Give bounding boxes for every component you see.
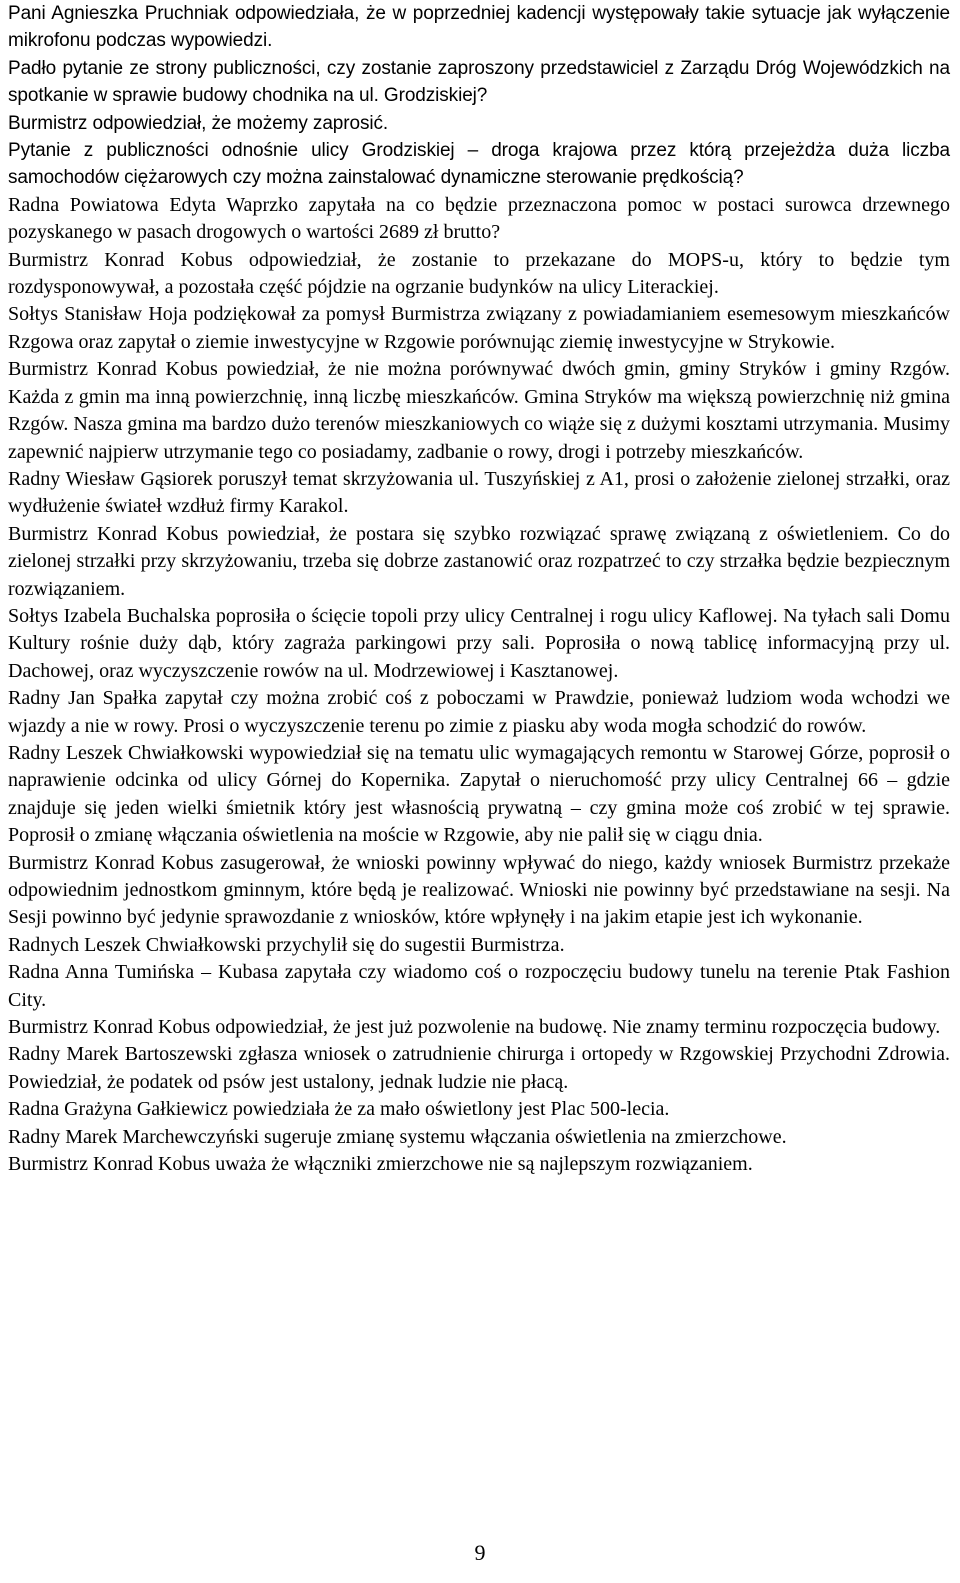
document-page (8, 0, 950, 1178)
paragraph: Burmistrz odpowiedział, że możemy zaprosić. (8, 112, 389, 134)
paragraph: Burmistrz Konrad Kobus uważa że włączniki zmierzchowe nie są najlepszym rozwiązaniem. (8, 1153, 753, 1176)
paragraph: Radny Marek Marchewczyński sugeruje zmianę systemu włączania oświetlenia na zmierzchowe. (8, 1125, 787, 1148)
paragraph: Radna Powiatowa Edyta Waprzko zapytała na co będzie przeznaczona pomoc w postaci surowca drzewnego pozyskanego w pasach drogowych o wartości 2689 zł brutto? (8, 193, 950, 244)
paragraph: Pytanie z publiczności odnośnie ulicy Grodziskiej – droga krajowa przez którą przejeżdża duża liczba samochodów ciężarowych czy można zainstalować dynamiczne sterowanie prędkością? (8, 140, 950, 189)
paragraph: Radna Grażyna Gałkiewicz powiedziała że za mało oświetlony jest Plac 500-lecia. (8, 1098, 670, 1121)
paragraph: Sołtys Izabela Buchalska poprosiła o ścięcie topoli przy ulicy Centralnej i rogu ulicy Kaflowej. Na tyłach sali Domu Kultury rośnie duży dąb, który zagraża parkingowi przy sali. Poprosiła o nową tablicę informacyjną przy ul. Dachowej, oraz wyczyszczenie rowów na ul. Modrzewiowej i Kasztanowej. (8, 604, 950, 682)
page-number: 9 (474, 1540, 486, 1565)
paragraph: Radnych Leszek Chwiałkowski przychylił się do sugestii Burmistrza. (8, 933, 565, 956)
paragraph: Pani Agnieszka Pruchniak odpowiedziała, że w poprzedniej kadencji występowały takie sytuacje jak wyłączenie mikrofonu podczas wypowiedzi. (8, 3, 950, 52)
paragraph: Radny Marek Bartoszewski zgłasza wniosek o zatrudnienie chirurga i ortopedy w Rzgowskiej Przychodni Zdrowia. Powiedział, że podatek od psów jest ustalony, jednak ludzie nie płacą. (8, 1043, 950, 1093)
paragraph: Radny Leszek Chwiałkowski wypowiedział się na tematu ulic wymagających remontu w Starowej Górze, poprosił o naprawienie odcinka od ulicy Górnej do Kopernika. Zapytał o nieruchomość przy ulicy Centralnej 66 – gdzie znajduje się jeden wielki śmietnik który jest własnością prywatną – czy gmina może coś zrobić w tej sprawie. Poprosił o zmianę włączania oświetlenia na moście w Rzgowie, aby nie palił się w ciągu dnia. (8, 741, 950, 847)
paragraph: Sołtys Stanisław Hoja podziękował za pomysł Burmistrza związany z powiadamianiem esemesowym mieszkańców Rzgowa oraz zapytał o ziemie inwestycyjne w Rzgowie porównując ziemię inwestycyjne w Strykowie. (8, 303, 950, 353)
paragraph: Burmistrz Konrad Kobus zasugerował, że wnioski powinny wpływać do niego, każdy wniosek Burmistrz przekaże odpowiednim jednostkom gminnym, które będą je realizować. Wnioski nie powinny być przedstawiane na sesji. Na Sesji powinno być jedynie sprawozdanie z wniosków, które wpłynęły i na jakim etapie jest ich wykonanie. (8, 851, 950, 929)
paragraph: Burmistrz Konrad Kobus odpowiedział, że zostanie to przekazane do MOPS-u, który to będzie tym rozdysponowywał, a pozostała część pójdzie na ogrzanie budynków na ulicy Literackiej. (8, 248, 950, 299)
paragraph: Burmistrz Konrad Kobus odpowiedział, że jest już pozwolenie na budowę. Nie znamy terminu rozpoczęcia budowy. (8, 1016, 941, 1039)
paragraph: Radny Wiesław Gąsiorek poruszył temat skrzyżowania ul. Tuszyńskiej z A1, prosi o założenie zielonej strzałki, oraz wydłużenie świateł wzdłuż firmy Karakol. (8, 467, 950, 518)
paragraph: Burmistrz Konrad Kobus powiedział, że nie można porównywać dwóch gmin, gminy Stryków i gminy Rzgów. Każda z gmin ma inną powierzchnię, inną liczbę mieszkańców. Gmina Stryków ma większą powierzchnię niż gmina Rzgów. Nasza gmina ma bardzo dużo terenów mieszkaniowych co wiąże się z dużymi kosztami utrzymania. Musimy zapewnić najpierw utrzymanie tego co posiadamy, zadbanie o rowy, drogi i potrzeby mieszkańców. (8, 358, 950, 463)
paragraph: Radny Jan Spałka zapytał czy można zrobić coś z poboczami w Prawdzie, ponieważ ludziom woda wchodzi we wjazdy a nie w rowy. Prosi o wyczyszczenie terenu po zimie z piasku aby woda mogła schodzić do rowów. (8, 687, 950, 737)
paragraph: Radna Anna Tumińska – Kubasa zapytała czy wiadomo coś o rozpoczęciu budowy tunelu na terenie Ptak Fashion City. (8, 961, 950, 1011)
paragraph: Padło pytanie ze strony publiczności, czy zostanie zaproszony przedstawiciel z Zarządu Dróg Wojewódzkich na spotkanie w sprawie budowy chodnika na ul. Grodziskiej? (8, 57, 950, 107)
paragraph: Burmistrz Konrad Kobus powiedział, że postara się szybko rozwiązać sprawę związaną z oświetleniem. Co do zielonej strzałki przy skrzyżowaniu, trzeba się dobrze zastanowić oraz rozpatrzeć to czy strzałka będzie bezpiecznym rozwiązaniem. (8, 522, 950, 600)
